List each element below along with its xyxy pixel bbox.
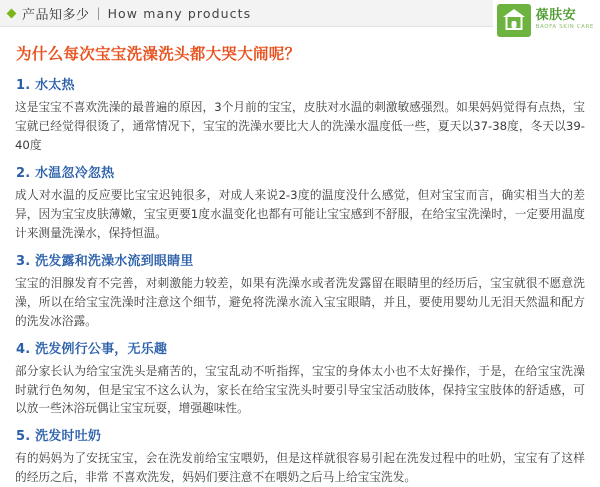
section-heading: 3. 洗发露和洗澡水流到眼睛里 xyxy=(16,253,194,269)
section-heading: 2. 水温忽冷忽热 xyxy=(16,165,115,181)
section-1 xyxy=(14,74,586,155)
house-logo-icon xyxy=(497,4,531,37)
section-body: 有的妈妈为了安抚宝宝，会在洗发前给宝宝喂奶，但是这样就很容易引起在洗发过程中的吐奶，宝宝有了这样的经历之后，非常 不喜欢洗发，妈妈们要注意不在喂奶之后马上给宝宝洗发。 xyxy=(15,451,585,485)
section-heading: 4. 洗发例行公事，无乐趣 xyxy=(16,341,168,357)
brand-name-en: BAOFA SKIN CARE xyxy=(535,24,594,31)
section-body: 宝宝的泪腺发育不完善，对刺激能力较差，如果有洗澡水或者洗发露留在眼睛里的经历后，宝宝就很不愿意洗澡，所以在给宝宝洗澡时注意这个细节，避免将洗澡水流入宝宝眼睛，并且，要使用婴幼儿无泪天然温和配方的洗发冰浴露。 xyxy=(15,275,585,328)
section-body: 成人对水温的反应要比宝宝迟钝很多，对成人来说2-3度的温度没什么感觉，但对宝宝而言，确实相当大的差异，因为宝宝皮肤薄嫩，宝宝更要1度水温变化也都有可能让宝宝感到不舒服，在给宝宝洗澡时，一定要用温度计来测量洗澡水，保持恒温。 xyxy=(15,187,585,240)
article-content xyxy=(0,24,600,487)
brand-name-cn: 葆肤安 xyxy=(535,8,577,24)
header-separator: | xyxy=(96,6,101,20)
header-title-cn: 产品知多少 xyxy=(22,7,90,23)
section-body: 这是宝宝不喜欢洗澡的最普遍的原因，3个月前的宝宝，皮肤对水温的刺激敏感强烈。如果妈妈觉得有点热，宝宝就已经觉得很烫了，通常情况下，宝宝的洗澡水要比大人的洗澡水温度低一些，夏天以37-38度，冬天以39-40度 xyxy=(15,100,585,152)
section-3 xyxy=(14,250,586,331)
brand-logo-text xyxy=(536,9,594,31)
section-body: 部分家长认为给宝宝洗头是痛苦的，宝宝乱动不听指挥，宝宝的身体太小也不太好操作，于是，在给宝宝洗澡时就行色匆匆，但是宝宝不这么认为，家长在给宝宝洗头时要引导宝宝活动肢体，保持宝宝肢体的舒适感，可以放一些沐浴玩偶让宝宝玩耍，增强趣味性。 xyxy=(15,363,585,416)
section-4 xyxy=(14,338,586,419)
section-5 xyxy=(14,425,586,487)
section-heading: 1. 水太热 xyxy=(16,78,75,93)
section-heading: 5. 洗发时吐奶 xyxy=(16,429,102,445)
diamond-bullet-icon xyxy=(7,8,17,18)
header-title-en: How many products xyxy=(107,5,252,21)
brand-logo xyxy=(493,0,600,40)
section-2 xyxy=(14,162,586,243)
page-title: 为什么每次宝宝洗澡洗头都大哭大闹呢？ xyxy=(16,45,301,63)
